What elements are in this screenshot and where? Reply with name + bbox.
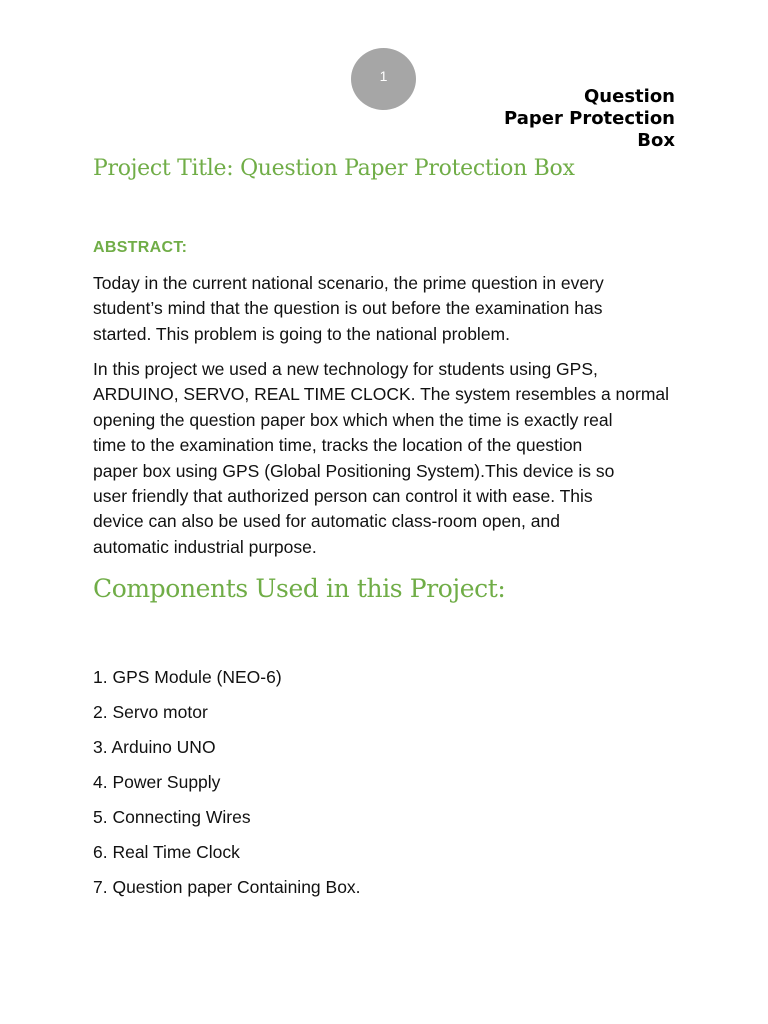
abstract-paragraph-2: In this project we used a new technology for students using GPS, ARDUINO, SERVO, REAL TIME CLOCK. The system resembles a normal opening the question paper box which when the time is exactly real time to the examination time, tracks the location of the question paper box using GPS (Global Positioning System).This device is so user friendly that authorized person can control it with ease. This device can also be used for automatic class-room open, and automatic industrial purpose. [93, 359, 670, 557]
abstract-paragraph-1: Today in the current national scenario, the prime question in every student’s mind that the question is out before the examination has started. This problem is going to the national problem. [93, 273, 604, 344]
page-number-badge [351, 48, 416, 110]
header-line-3: Box [637, 130, 675, 151]
list-item: 4. Power Supply [93, 772, 221, 792]
list-item: 6. Real Time Clock [93, 842, 240, 862]
page-number: 1 [379, 68, 388, 84]
list-item: 5. Connecting Wires [93, 807, 251, 827]
list-item: 7. Question paper Containing Box. [93, 877, 361, 897]
components-list [93, 665, 361, 910]
running-header [455, 86, 675, 152]
project-title: Project Title: Question Paper Protection Box [93, 156, 575, 181]
header-line-1: Question [584, 86, 675, 107]
list-item: 2. Servo motor [93, 702, 208, 722]
abstract-heading: ABSTRACT: [93, 239, 188, 256]
header-line-2: Paper Protection [504, 108, 675, 129]
list-item: 1. GPS Module (NEO-6) [93, 667, 282, 687]
components-heading: Components Used in this Project: [93, 574, 506, 603]
list-item: 3. Arduino UNO [93, 737, 216, 757]
